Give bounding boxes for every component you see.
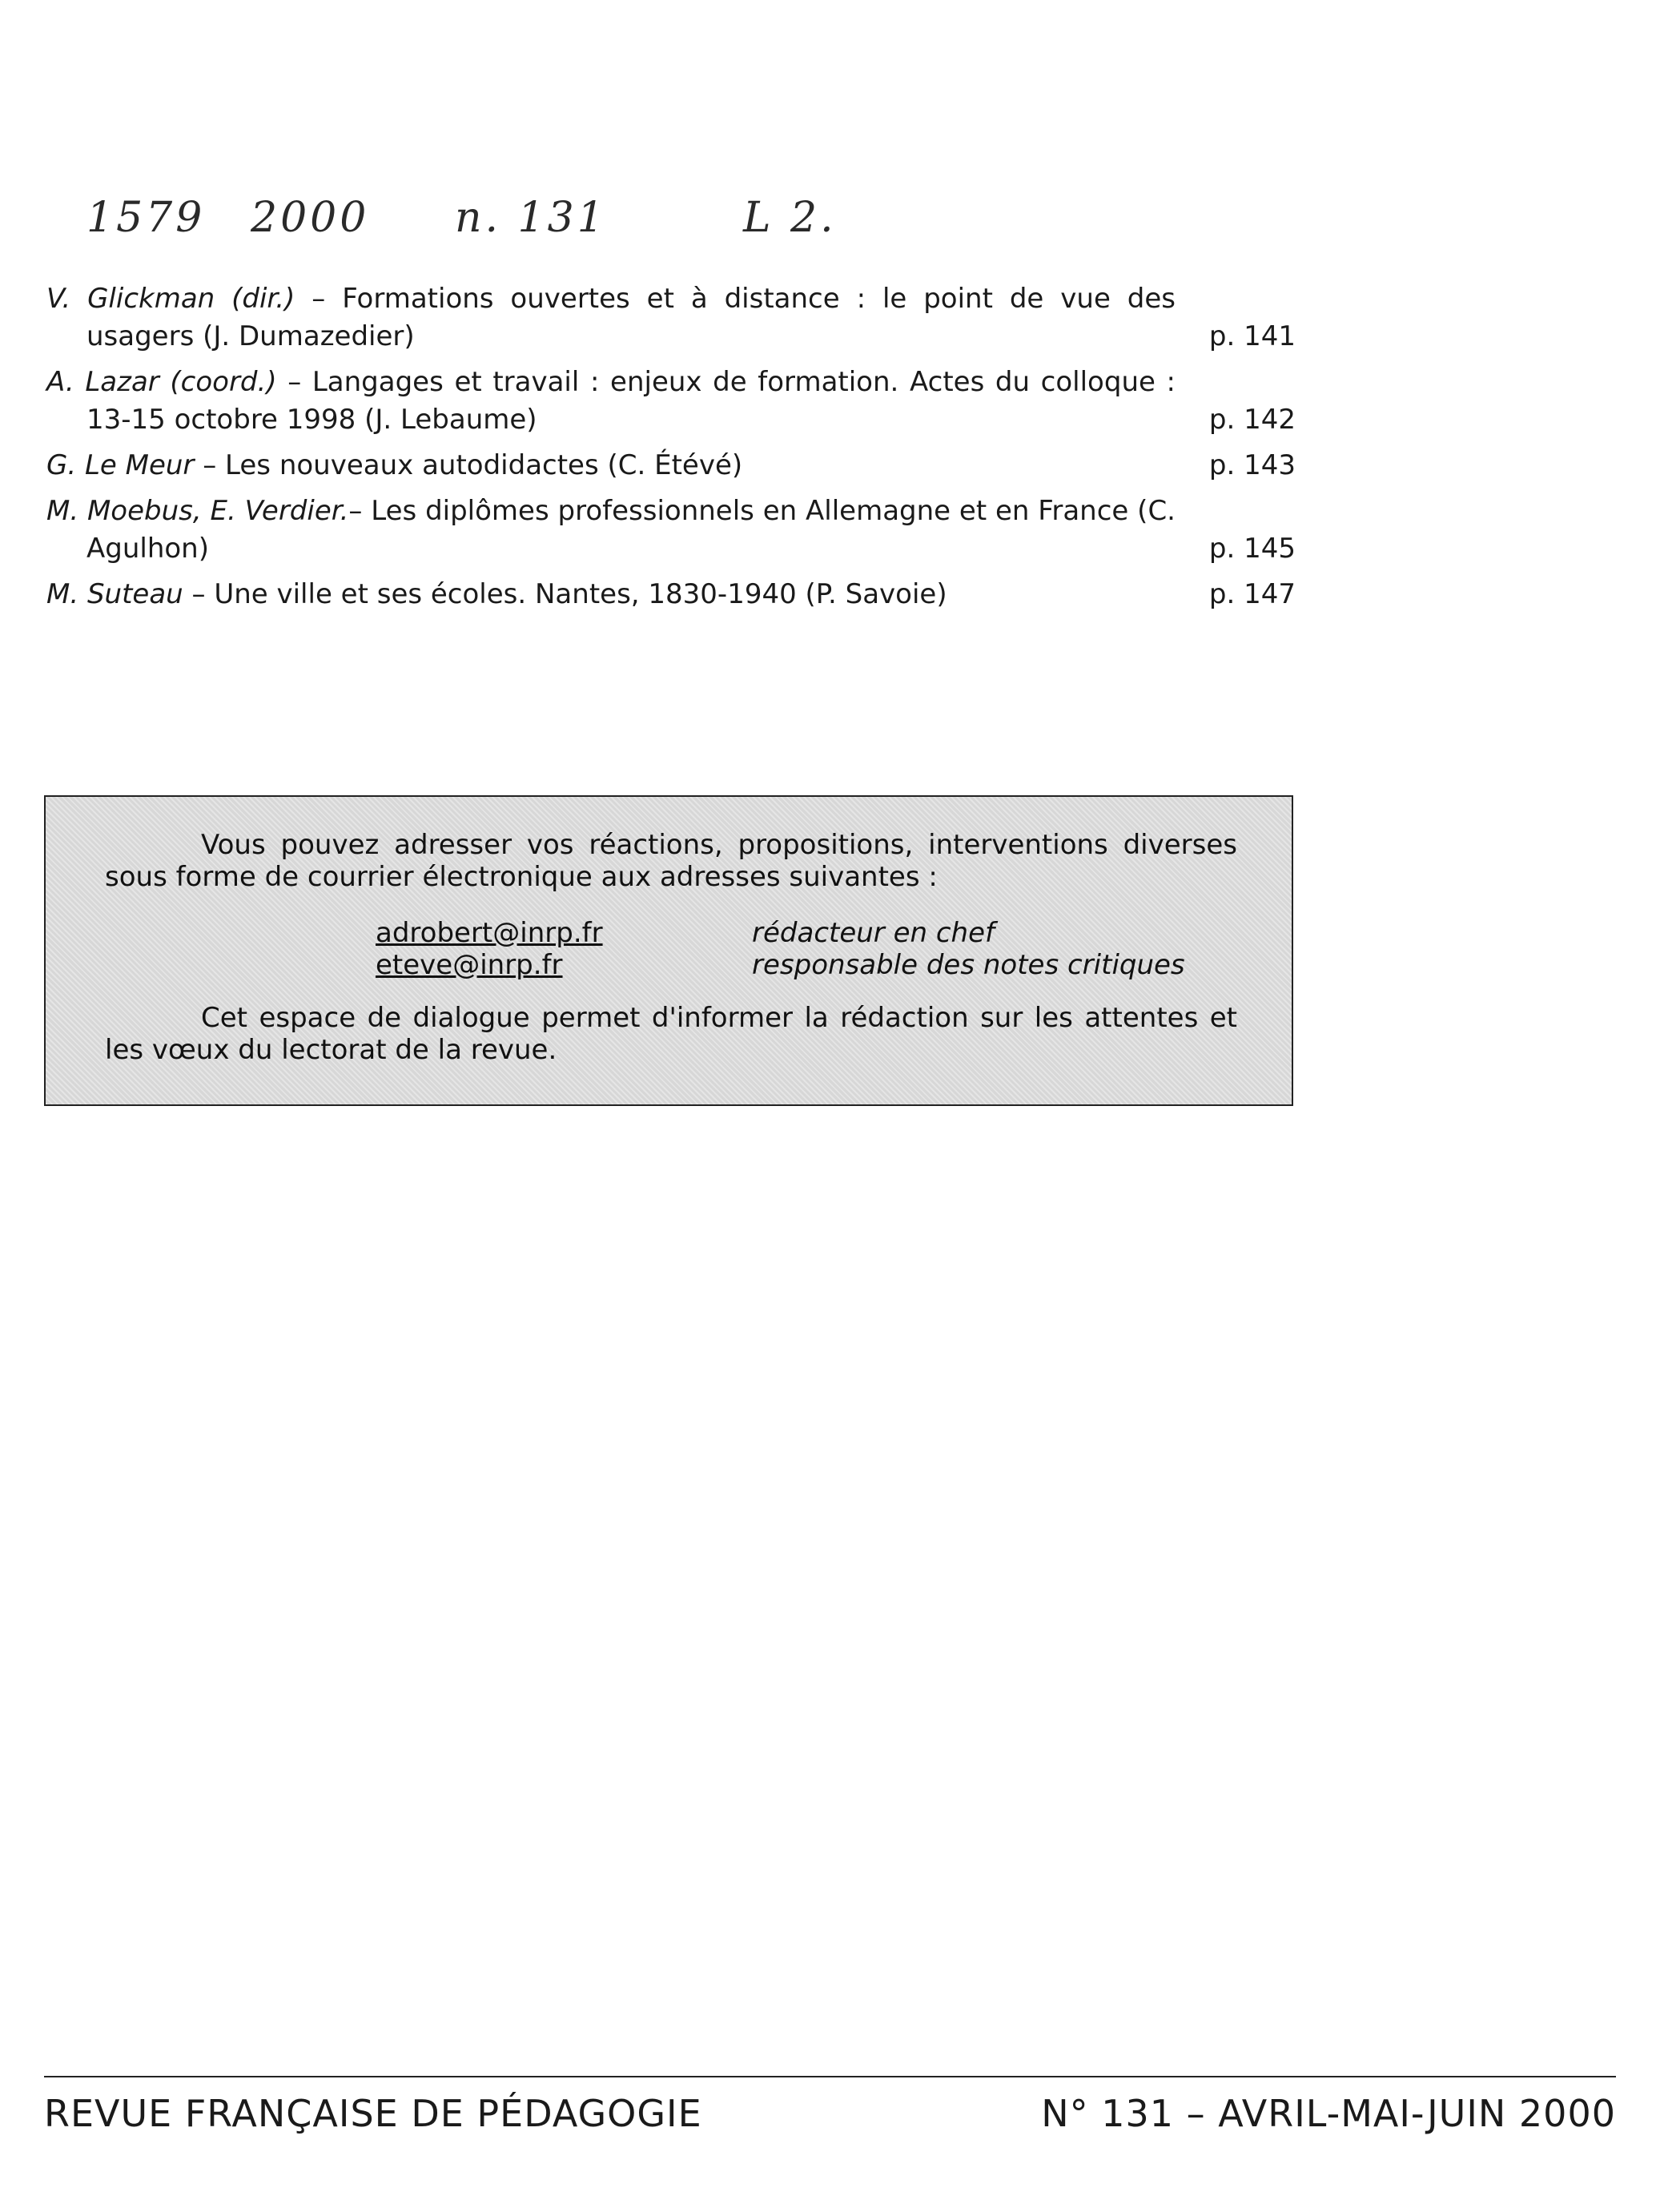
contact-list [376,917,1237,981]
contact-notice-box [44,795,1293,1106]
notice-outro: Cet espace de dialogue permet d'informer la rédaction sur les attentes et les vœux du lectorat de la revue. [105,1002,1237,1066]
review-entry [46,447,1296,485]
entry-author: V. Glickman (dir.) [46,283,295,315]
journal-name: REVUE FRANÇAISE DE PÉDAGOGIE [44,2092,702,2135]
contact-role: rédacteur en chef [752,917,995,949]
review-entry [46,493,1296,568]
notice-intro: Vous pouvez adresser vos réactions, propositions, interventions diverses sous forme de courrier électronique aux adresses suivantes : [105,829,1237,893]
review-entry [46,364,1296,439]
review-entry [46,576,1296,613]
entry-title: – Les nouveaux autodidactes (C. Étévé) [194,449,743,481]
entry-title: – Langages et travail : enjeux de formation. Actes du colloque : 13-15 octobre 1998 (J. Lebaume) [86,366,1176,436]
contact-row [376,949,1237,981]
review-entry [46,280,1296,356]
review-list [46,280,1296,621]
handwritten-note-part: n. 131 [455,194,607,242]
email-link[interactable]: eteve@inrp.fr [376,949,563,981]
entry-page: p. 142 [1208,404,1296,436]
handwritten-note-part: 2000 [251,194,370,242]
entry-author: M. Suteau [46,578,183,610]
email-link[interactable]: adrobert@inrp.fr [376,917,603,949]
entry-author: A. Lazar (coord.) [46,366,277,398]
handwritten-note-part: L 2. [743,194,837,242]
entry-title: – Formations ouvertes et à distance : le point de vue des usagers (J. Dumazedier) [86,283,1176,352]
entry-page: p. 145 [1208,533,1296,565]
issue-info: N° 131 – AVRIL-MAI-JUIN 2000 [1041,2092,1616,2135]
entry-page: p. 147 [1208,578,1296,610]
footer-divider [44,2076,1616,2077]
entry-title: – Une ville et ses écoles. Nantes, 1830-1940 (P. Savoie) [183,578,947,610]
entry-page: p. 143 [1208,449,1296,481]
page-footer [44,2092,1616,2135]
contact-row [376,917,1237,949]
contact-role: responsable des notes critiques [752,949,1185,981]
entry-author: M. Moebus, E. Verdier. [46,495,349,527]
handwritten-note-part: 1579 [86,194,206,242]
entry-page: p. 141 [1208,320,1296,352]
entry-author: G. Le Meur [46,449,195,481]
entry-title: – Les diplômes professionnels en Allemagne et en France (C. Agulhon) [86,495,1176,565]
